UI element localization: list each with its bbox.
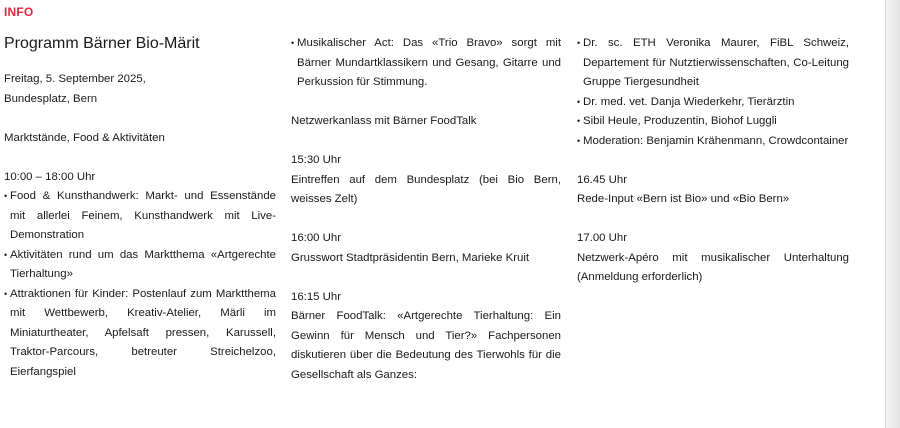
page-title: Programm Bärner Bio-Märit — [4, 35, 200, 52]
list-item: • Sibil Heule, Produzentin, Biohof Luggli — [577, 112, 849, 132]
list-item: • Musikalischer Act: Das «Trio Bravo» sorgt mit Bärner Mundartklassikern und Gesang, Gitarre und Perkussion für Stimmung. — [291, 34, 561, 93]
info-label: INFO — [4, 5, 34, 19]
music-list — [291, 34, 561, 93]
list-item: • Dr. med. vet. Danja Wiederkehr, Tierärztin — [577, 93, 849, 113]
section-heading: Netzwerkanlass mit Bärner FoodTalk — [291, 115, 477, 127]
column-1 — [4, 34, 276, 382]
time-label: 17.00 Uhr — [577, 232, 628, 244]
time-label: 10:00 – 18:00 Uhr — [4, 170, 96, 183]
list-item: • Food & Kunsthandwerk: Markt- und Essenstände mit allerlei Feinem, Kunsthandwerk mit Live-Demonstration — [4, 187, 276, 246]
event-place: Bundesplatz, Bern — [4, 92, 98, 105]
list-item: • Aktivitäten rund um das Marktthema «Artgerechte Tierhaltung» — [4, 246, 276, 285]
time-label: 15:30 Uhr — [291, 154, 342, 166]
schedule-text: Netzwerk-Apéro mit musikalischer Unterhaltung (Anmeldung erforderlich) — [577, 251, 849, 283]
time-label: 16:00 Uhr — [291, 232, 342, 244]
section-heading: Marktstände, Food & Aktivitäten — [4, 131, 165, 144]
panelists-list — [577, 34, 849, 151]
schedule-text: Eintreffen auf dem Bundesplatz (bei Bio Bern, weisses Zelt) — [291, 173, 561, 205]
time-label: 16.45 Uhr — [577, 173, 628, 186]
activities-list — [4, 187, 276, 382]
schedule-text: Grusswort Stadtpräsidentin Bern, Marieke Kruit — [291, 251, 530, 264]
event-date: Freitag, 5. September 2025, — [4, 73, 146, 85]
list-item: • Moderation: Benjamin Krähenmann, Crowdcontainer — [577, 132, 849, 152]
list-item: • Dr. sc. ETH Veronika Maurer, FiBL Schweiz, Departement für Nutztierwissenschaften, Co-Leitung Gruppe Tiergesundheit — [577, 34, 849, 93]
column-2 — [291, 34, 561, 385]
schedule-text: Bärner FoodTalk: «Artgerechte Tierhaltung: Ein Gewinn für Mensch und Tier?» Fachpersonen diskutieren über die Bedeutung des Tierwohls für die Gesellschaft als Ganzes: — [291, 310, 561, 381]
page-edge — [885, 0, 900, 428]
schedule-text: Rede-Input «Bern ist Bio» und «Bio Bern» — [577, 193, 790, 205]
time-label: 16:15 Uhr — [291, 290, 342, 303]
list-item: • Attraktionen für Kinder: Postenlauf zum Marktthema mit Wettbewerb, Kreativ-Atelier, Märli im Miniaturtheater, Apfelsaft pressen, Karussell, Traktor-Parcours, betreuter Streichelzoo, Eierfangspiel — [4, 285, 276, 383]
column-3 — [577, 34, 849, 288]
